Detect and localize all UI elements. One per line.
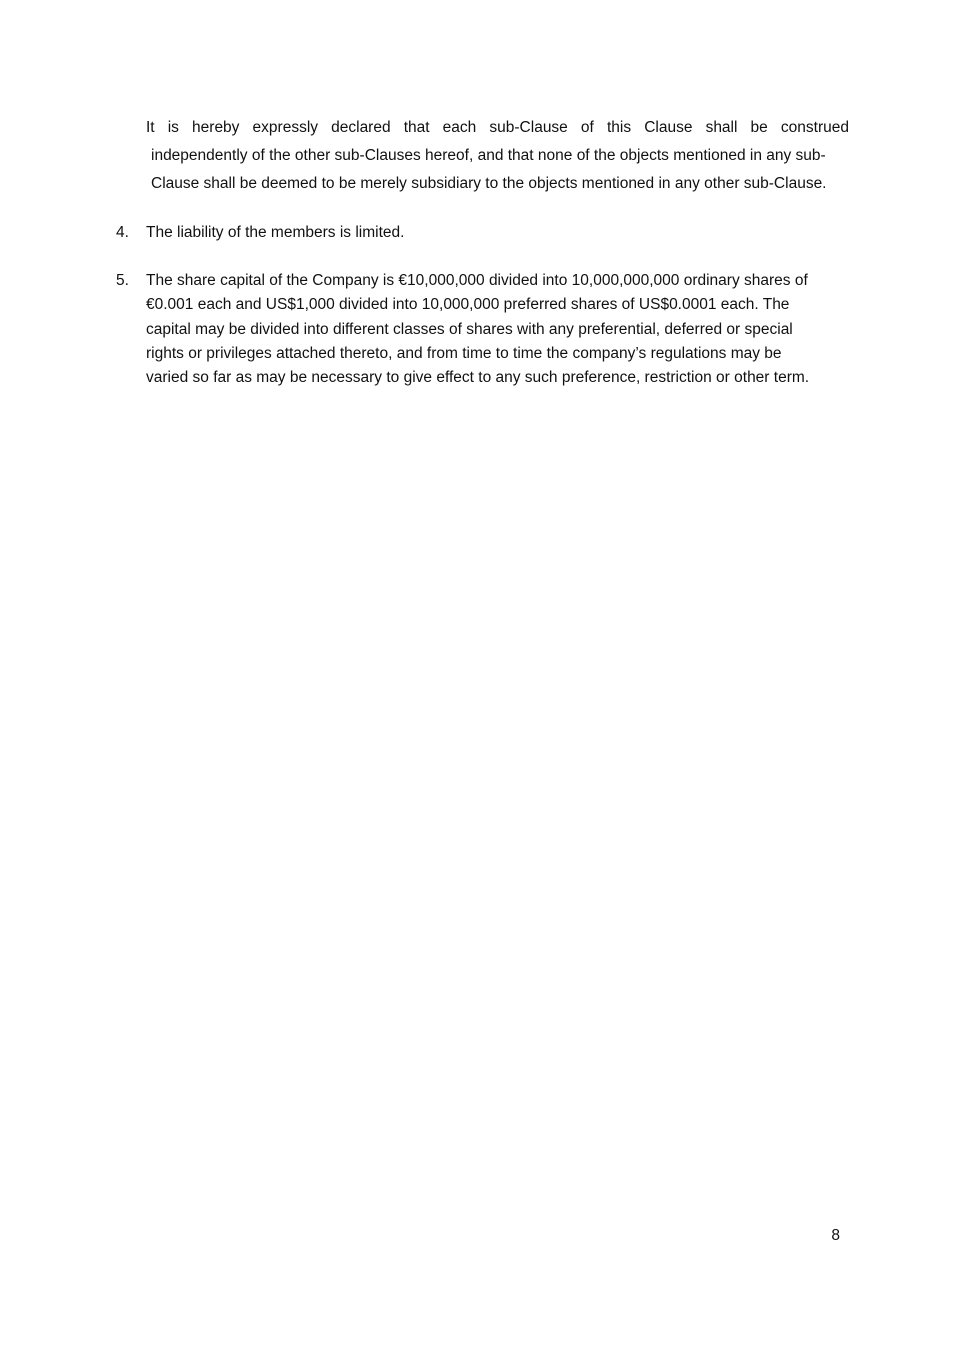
clause-line: rights or privileges attached thereto, and from time to time the company’s regulations may be	[146, 344, 782, 362]
intro-line: It is hereby expressly declared that each sub-Clause of this Clause shall be construed	[146, 119, 849, 136]
intro-line: Clause shall be deemed to be merely subsidiary to the objects mentioned in any other sub-Clause.	[151, 175, 827, 192]
intro-line: independently of the other sub-Clauses hereof, and that none of the objects mentioned in any sub-	[151, 147, 826, 164]
clause-body	[146, 221, 854, 245]
clause-line: capital may be divided into different classes of shares with any preferential, deferred or special	[146, 320, 793, 338]
clause-number: 5.	[116, 272, 129, 289]
clause-line: varied so far as may be necessary to give effect to any such preference, restriction or other term.	[146, 369, 810, 387]
intro-paragraph	[146, 114, 849, 198]
clause-line: The liability of the members is limited.	[146, 224, 405, 241]
clause-body	[146, 269, 854, 390]
clause-line: €0.001 each and US$1,000 divided into 10,000,000 preferred shares of US$0.0001 each. The	[146, 296, 790, 314]
clause-number: 4.	[116, 224, 129, 241]
clause-line: The share capital of the Company is €10,000,000 divided into 10,000,000,000 ordinary shares of	[146, 272, 808, 289]
page-number: 8	[831, 1227, 840, 1244]
